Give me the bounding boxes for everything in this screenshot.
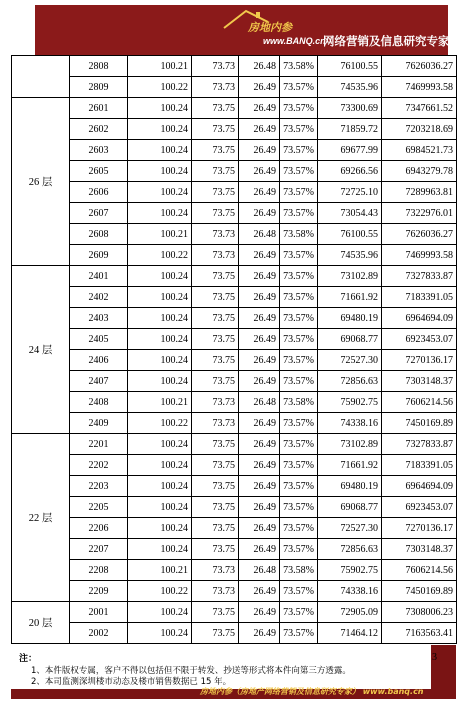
- efficiency-rate: 73.57%: [280, 119, 318, 140]
- table-row: [12, 287, 457, 308]
- table-row: [12, 413, 457, 434]
- shared-area: 26.49: [239, 140, 280, 161]
- gross-area: 100.24: [128, 119, 192, 140]
- table-row: [12, 224, 457, 245]
- shared-area: 26.49: [239, 455, 280, 476]
- efficiency-rate: 73.58%: [280, 224, 318, 245]
- net-area: 73.75: [192, 623, 239, 644]
- total-price: 6923453.07: [382, 497, 457, 518]
- shared-area: 26.48: [239, 224, 280, 245]
- table-row: [12, 497, 457, 518]
- net-area: 73.73: [192, 413, 239, 434]
- floor-label: 22 层: [12, 434, 70, 602]
- table-row: [12, 56, 457, 77]
- efficiency-rate: 73.57%: [280, 539, 318, 560]
- unit-price: 69266.56: [318, 161, 382, 182]
- efficiency-rate: 73.57%: [280, 497, 318, 518]
- table-row: [12, 266, 457, 287]
- net-area: 73.75: [192, 371, 239, 392]
- gross-area: 100.24: [128, 161, 192, 182]
- unit-price: 74338.16: [318, 413, 382, 434]
- total-price: 7308006.23: [382, 602, 457, 623]
- room-number: 2402: [70, 287, 128, 308]
- gross-area: 100.21: [128, 392, 192, 413]
- unit-price: 73300.69: [318, 98, 382, 119]
- total-price: 7303148.37: [382, 371, 457, 392]
- note-line: 2、本司监测深圳楼市动态及楼市销售数据已 15 年。: [31, 677, 232, 687]
- table-row: [12, 455, 457, 476]
- gross-area: 100.22: [128, 77, 192, 98]
- gross-area: 100.24: [128, 203, 192, 224]
- efficiency-rate: 73.57%: [280, 287, 318, 308]
- table-row: [12, 119, 457, 140]
- net-area: 73.75: [192, 287, 239, 308]
- efficiency-rate: 73.57%: [280, 140, 318, 161]
- room-number: 2808: [70, 56, 128, 77]
- shared-area: 26.48: [239, 560, 280, 581]
- gross-area: 100.24: [128, 350, 192, 371]
- total-price: 7270136.17: [382, 518, 457, 539]
- unit-price: 74338.16: [318, 581, 382, 602]
- shared-area: 26.49: [239, 581, 280, 602]
- room-number: 2403: [70, 308, 128, 329]
- efficiency-rate: 73.57%: [280, 455, 318, 476]
- unit-price: 73054.43: [318, 203, 382, 224]
- room-number: 2809: [70, 77, 128, 98]
- net-area: 73.75: [192, 602, 239, 623]
- total-price: 7322976.01: [382, 203, 457, 224]
- net-area: 73.73: [192, 56, 239, 77]
- efficiency-rate: 73.57%: [280, 434, 318, 455]
- net-area: 73.75: [192, 329, 239, 350]
- shared-area: 26.49: [239, 119, 280, 140]
- efficiency-rate: 73.57%: [280, 245, 318, 266]
- room-number: 2207: [70, 539, 128, 560]
- total-price: 6964694.09: [382, 308, 457, 329]
- table-row: [12, 602, 457, 623]
- net-area: 73.73: [192, 560, 239, 581]
- efficiency-rate: 73.58%: [280, 392, 318, 413]
- table-row: [12, 98, 457, 119]
- total-price: 7450169.89: [382, 413, 457, 434]
- room-number: 2405: [70, 329, 128, 350]
- unit-price: 75902.75: [318, 560, 382, 581]
- header-url: www.BANQ.cn: [263, 36, 326, 46]
- table-row: [12, 434, 457, 455]
- page-number: 3: [432, 652, 437, 663]
- sales-table-wrapper: [11, 55, 456, 644]
- net-area: 73.73: [192, 581, 239, 602]
- gross-area: 100.24: [128, 434, 192, 455]
- net-area: 73.73: [192, 224, 239, 245]
- gross-area: 100.24: [128, 182, 192, 203]
- gross-area: 100.21: [128, 560, 192, 581]
- footer-credit: 房地内参（房地产网络营销及信息研究专家） www.banq.cn: [200, 687, 424, 696]
- shared-area: 26.48: [239, 392, 280, 413]
- shared-area: 26.49: [239, 350, 280, 371]
- room-number: 2607: [70, 203, 128, 224]
- unit-price: 69068.77: [318, 497, 382, 518]
- efficiency-rate: 73.57%: [280, 203, 318, 224]
- net-area: 73.73: [192, 77, 239, 98]
- total-price: 7327833.87: [382, 434, 457, 455]
- shared-area: 26.49: [239, 266, 280, 287]
- total-price: 7626036.27: [382, 224, 457, 245]
- efficiency-rate: 73.57%: [280, 308, 318, 329]
- table-row: [12, 182, 457, 203]
- table-row: [12, 308, 457, 329]
- room-number: 2605: [70, 161, 128, 182]
- room-number: 2201: [70, 434, 128, 455]
- unit-price: 72725.10: [318, 182, 382, 203]
- net-area: 73.75: [192, 539, 239, 560]
- total-price: 7606214.56: [382, 560, 457, 581]
- table-row: [12, 371, 457, 392]
- room-number: 2202: [70, 455, 128, 476]
- total-price: 7327833.87: [382, 266, 457, 287]
- sales-table: [11, 55, 457, 644]
- table-row: [12, 539, 457, 560]
- gross-area: 100.24: [128, 98, 192, 119]
- unit-price: 69480.19: [318, 308, 382, 329]
- gross-area: 100.21: [128, 56, 192, 77]
- total-price: 6943279.78: [382, 161, 457, 182]
- shared-area: 26.49: [239, 287, 280, 308]
- total-price: 7450169.89: [382, 581, 457, 602]
- shared-area: 26.49: [239, 434, 280, 455]
- table-row: [12, 203, 457, 224]
- net-area: 73.75: [192, 182, 239, 203]
- shared-area: 26.49: [239, 77, 280, 98]
- floor-label: 24 层: [12, 266, 70, 434]
- room-number: 2002: [70, 623, 128, 644]
- total-price: 7469993.58: [382, 77, 457, 98]
- total-price: 6964694.09: [382, 476, 457, 497]
- efficiency-rate: 73.57%: [280, 518, 318, 539]
- net-area: 73.75: [192, 434, 239, 455]
- total-price: 7303148.37: [382, 539, 457, 560]
- gross-area: 100.24: [128, 266, 192, 287]
- net-area: 73.75: [192, 140, 239, 161]
- floor-label: [12, 56, 70, 98]
- efficiency-rate: 73.57%: [280, 476, 318, 497]
- gross-area: 100.22: [128, 245, 192, 266]
- room-number: 2606: [70, 182, 128, 203]
- unit-price: 76100.55: [318, 224, 382, 245]
- efficiency-rate: 73.58%: [280, 56, 318, 77]
- shared-area: 26.49: [239, 518, 280, 539]
- room-number: 2408: [70, 392, 128, 413]
- table-row: [12, 518, 457, 539]
- room-number: 2409: [70, 413, 128, 434]
- floor-label: 20 层: [12, 602, 70, 644]
- unit-price: 72856.63: [318, 539, 382, 560]
- unit-price: 72856.63: [318, 371, 382, 392]
- unit-price: 74535.96: [318, 77, 382, 98]
- shared-area: 26.49: [239, 182, 280, 203]
- shared-area: 26.49: [239, 308, 280, 329]
- unit-price: 74535.96: [318, 245, 382, 266]
- unit-price: 71661.92: [318, 287, 382, 308]
- net-area: 73.73: [192, 245, 239, 266]
- notes-box: [11, 645, 431, 689]
- net-area: 73.75: [192, 161, 239, 182]
- total-price: 6923453.07: [382, 329, 457, 350]
- shared-area: 26.49: [239, 98, 280, 119]
- gross-area: 100.24: [128, 497, 192, 518]
- efficiency-rate: 73.57%: [280, 602, 318, 623]
- efficiency-rate: 73.57%: [280, 98, 318, 119]
- total-price: 7203218.69: [382, 119, 457, 140]
- total-price: 7270136.17: [382, 350, 457, 371]
- room-number: 2401: [70, 266, 128, 287]
- table-row: [12, 623, 457, 644]
- room-number: 2206: [70, 518, 128, 539]
- gross-area: 100.24: [128, 476, 192, 497]
- shared-area: 26.49: [239, 203, 280, 224]
- efficiency-rate: 73.57%: [280, 413, 318, 434]
- shared-area: 26.49: [239, 371, 280, 392]
- total-price: 7347661.52: [382, 98, 457, 119]
- efficiency-rate: 73.57%: [280, 329, 318, 350]
- gross-area: 100.24: [128, 539, 192, 560]
- gross-area: 100.24: [128, 329, 192, 350]
- shared-area: 26.49: [239, 539, 280, 560]
- net-area: 73.75: [192, 308, 239, 329]
- net-area: 73.75: [192, 518, 239, 539]
- unit-price: 69677.99: [318, 140, 382, 161]
- net-area: 73.75: [192, 119, 239, 140]
- shared-area: 26.49: [239, 413, 280, 434]
- table-row: [12, 245, 457, 266]
- shared-area: 26.49: [239, 623, 280, 644]
- net-area: 73.75: [192, 350, 239, 371]
- room-number: 2602: [70, 119, 128, 140]
- net-area: 73.75: [192, 98, 239, 119]
- unit-price: 73102.89: [318, 266, 382, 287]
- shared-area: 26.49: [239, 329, 280, 350]
- efficiency-rate: 73.57%: [280, 266, 318, 287]
- shared-area: 26.49: [239, 602, 280, 623]
- room-number: 2601: [70, 98, 128, 119]
- total-price: 7606214.56: [382, 392, 457, 413]
- unit-price: 71859.72: [318, 119, 382, 140]
- sales-table-body: [12, 56, 457, 644]
- shared-area: 26.49: [239, 245, 280, 266]
- table-row: [12, 476, 457, 497]
- table-row: [12, 77, 457, 98]
- gross-area: 100.24: [128, 518, 192, 539]
- room-number: 2208: [70, 560, 128, 581]
- room-number: 2406: [70, 350, 128, 371]
- efficiency-rate: 73.58%: [280, 560, 318, 581]
- gross-area: 100.24: [128, 602, 192, 623]
- table-row: [12, 329, 457, 350]
- total-price: 6984521.73: [382, 140, 457, 161]
- room-number: 2001: [70, 602, 128, 623]
- table-row: [12, 140, 457, 161]
- total-price: 7183391.05: [382, 287, 457, 308]
- room-number: 2407: [70, 371, 128, 392]
- net-area: 73.75: [192, 266, 239, 287]
- total-price: 7469993.58: [382, 245, 457, 266]
- net-area: 73.75: [192, 455, 239, 476]
- unit-price: 75902.75: [318, 392, 382, 413]
- shared-area: 26.49: [239, 497, 280, 518]
- net-area: 73.73: [192, 392, 239, 413]
- net-area: 73.75: [192, 497, 239, 518]
- gross-area: 100.22: [128, 581, 192, 602]
- unit-price: 76100.55: [318, 56, 382, 77]
- floor-label: 26 层: [12, 98, 70, 266]
- notes-title: 注：: [19, 654, 38, 664]
- unit-price: 69068.77: [318, 329, 382, 350]
- table-row: [12, 161, 457, 182]
- gross-area: 100.24: [128, 287, 192, 308]
- gross-area: 100.24: [128, 140, 192, 161]
- shared-area: 26.49: [239, 476, 280, 497]
- efficiency-rate: 73.57%: [280, 350, 318, 371]
- unit-price: 72905.09: [318, 602, 382, 623]
- unit-price: 72527.30: [318, 518, 382, 539]
- total-price: 7289963.81: [382, 182, 457, 203]
- efficiency-rate: 73.57%: [280, 182, 318, 203]
- unit-price: 69480.19: [318, 476, 382, 497]
- header-logo-text: 房地内参: [248, 22, 292, 34]
- table-row: [12, 560, 457, 581]
- gross-area: 100.22: [128, 413, 192, 434]
- room-number: 2609: [70, 245, 128, 266]
- room-number: 2205: [70, 497, 128, 518]
- room-number: 2203: [70, 476, 128, 497]
- shared-area: 26.49: [239, 161, 280, 182]
- gross-area: 100.24: [128, 623, 192, 644]
- unit-price: 71661.92: [318, 455, 382, 476]
- efficiency-rate: 73.57%: [280, 581, 318, 602]
- unit-price: 71464.12: [318, 623, 382, 644]
- room-number: 2608: [70, 224, 128, 245]
- table-row: [12, 392, 457, 413]
- room-number: 2209: [70, 581, 128, 602]
- efficiency-rate: 73.57%: [280, 371, 318, 392]
- header-title: 网络营销及信息研究专家: [323, 34, 450, 48]
- gross-area: 100.24: [128, 308, 192, 329]
- unit-price: 73102.89: [318, 434, 382, 455]
- total-price: 7626036.27: [382, 56, 457, 77]
- total-price: 7183391.05: [382, 455, 457, 476]
- unit-price: 72527.30: [318, 350, 382, 371]
- note-line: 1、本件版权专属，客户不得以包括但不限于转发、抄送等形式将本件向第三方透露。: [31, 666, 351, 676]
- shared-area: 26.48: [239, 56, 280, 77]
- gross-area: 100.24: [128, 455, 192, 476]
- gross-area: 100.24: [128, 371, 192, 392]
- efficiency-rate: 73.57%: [280, 77, 318, 98]
- net-area: 73.75: [192, 203, 239, 224]
- table-row: [12, 350, 457, 371]
- efficiency-rate: 73.57%: [280, 161, 318, 182]
- room-number: 2603: [70, 140, 128, 161]
- total-price: 7163563.41: [382, 623, 457, 644]
- gross-area: 100.21: [128, 224, 192, 245]
- net-area: 73.75: [192, 476, 239, 497]
- table-row: [12, 581, 457, 602]
- efficiency-rate: 73.57%: [280, 623, 318, 644]
